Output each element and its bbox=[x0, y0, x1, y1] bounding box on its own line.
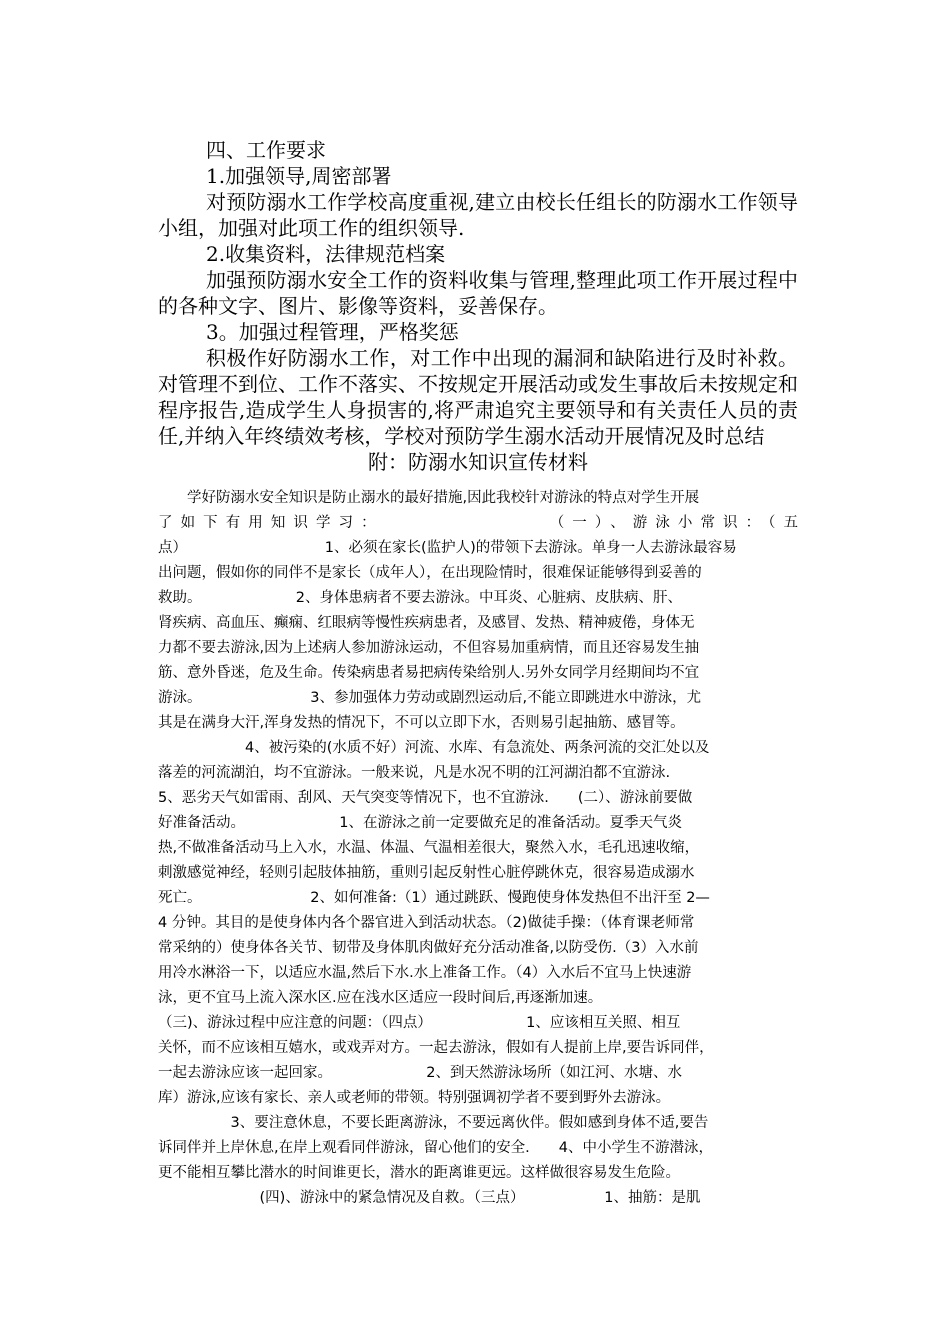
appendix-line: 4 分钟。其目的是使身体内各个器官进入到活动状态。（2)做徒手操：（体育课老师常 bbox=[158, 915, 695, 931]
appendix-line: 救助。 2、身体患病者不要去游泳。中耳炎、心脏病、皮肤病、肝、 bbox=[158, 590, 682, 606]
appendix-line: 刺激感觉神经，轻则引起肢体抽筋，重则引起反射性心脏停跳休克，很容易造成溺水 bbox=[158, 865, 695, 881]
appendix-line: （三)、游泳过程中应注意的问题：（四点） 1、应该相互关照、相互 bbox=[158, 1015, 681, 1031]
item3-title: 3。加强过程管理，严格奖惩 bbox=[206, 320, 459, 344]
appendix-line: 泳，更不宜马上流入深水区.应在浅水区适应一段时间后,再逐渐加速。 bbox=[158, 990, 603, 1006]
appendix-line: 诉同伴并上岸休息,在岸上观看同伴游泳，留心他们的安全. 4、中小学生不游潜泳， bbox=[158, 1140, 713, 1156]
item2-title: 2.收集资料，法律规范档案 bbox=[206, 242, 446, 266]
appendix-line: 4、被污染的(水质不好）河流、水库、有急流处、两条河流的交汇处以及 bbox=[158, 740, 710, 756]
appendix-line: 用冷水淋浴一下，以适应水温,然后下水.水上准备工作。（4）入水后不宜马上快速游 bbox=[158, 965, 692, 981]
appendix-line: 了如下有用知识学习： （一）、游泳小常识：（五 bbox=[158, 515, 798, 531]
appendix-line: 出问题，假如你的同伴不是家长（成年人），在出现险情时，很难保证能够得到妥善的 bbox=[158, 565, 702, 581]
item3-body: 积极作好防溺水工作，对工作中出现的漏洞和缺陷进行及时补救。对管理不到位、工作不落实、不按规定开展活动或发生事故后未按规定和程序报告,造成学生人身损害的,将严肃追究主要领导和有关责任人员的责任,并纳入年终绩效考核，学校对预防学生溺水活动开展情况及时总结 bbox=[158, 346, 798, 448]
appendix-line: 学好防溺水安全知识是防止溺水的最好措施,因此我校针对游泳的特点对学生开展 bbox=[158, 490, 700, 506]
work-requirements-section bbox=[158, 137, 798, 475]
appendix-line: 其是在满身大汗,浑身发热的情况下，不可以立即下水，否则易引起抽筋、感冒等。 bbox=[158, 715, 685, 731]
appendix-line: 一起去游泳应该一起回家。 2、到天然游泳场所（如江河、水塘、水 bbox=[158, 1065, 682, 1081]
item1-title: 1.加强领导,周密部署 bbox=[206, 164, 392, 188]
appendix-line: 好准备活动。 1、在游泳之前一定要做充足的准备活动。夏季天气炎 bbox=[158, 815, 682, 831]
appendix-line: 点） 1、必须在家长(监护人)的带领下去游泳。单身一人去游泳最容易 bbox=[158, 540, 737, 556]
appendix-line: 常采纳的）使身体各关节、韧带及身体肌肉做好充分活动准备,以防受伤.（3）入水前 bbox=[158, 940, 699, 956]
appendix-line: 3、要注意休息，不要长距离游泳，不要远离伙伴。假如感到身体不适,要告 bbox=[158, 1115, 709, 1131]
appendix-line: 筋、意外昏迷，危及生命。传染病患者易把病传染给别人.另外女同学月经期间均不宜 bbox=[158, 665, 700, 681]
section-heading: 四、工作要求 bbox=[206, 138, 326, 162]
appendix-line: 游泳。 3、参加强体力劳动或剧烈运动后,不能立即跳进水中游泳，尤 bbox=[158, 690, 702, 706]
appendix-title: 附：防溺水知识宣传材料 bbox=[368, 450, 588, 474]
appendix-line: 落差的河流湖泊，均不宜游泳。一般来说，凡是水况不明的江河湖泊都不宜游泳. bbox=[158, 765, 671, 781]
appendix-line: 更不能相互攀比潜水的时间谁更长，潜水的距离谁更远。这样做很容易发生危险。 bbox=[158, 1165, 680, 1181]
appendix-line: 关怀，而不应该相互嬉水，或戏弄对方。一起去游泳，假如有人提前上岸,要告诉同伴， bbox=[158, 1040, 714, 1056]
appendix-line: 肾疾病、高血压、癫痫、红眼病等慢性疾病患者，及感冒、发热、精神疲倦，身体无 bbox=[158, 615, 695, 631]
appendix-line: (四)、游泳中的紧急情况及自救。（三点） 1、抽筋：是肌 bbox=[158, 1190, 701, 1206]
item1-body: 对预防溺水工作学校高度重视,建立由校长任组长的防溺水工作领导小组，加强对此项工作的组织领导. bbox=[158, 190, 798, 240]
appendix-line: 死亡。 2、如何准备:（1）通过跳跃、慢跑使身体发热但不出汗至 2— bbox=[158, 890, 710, 906]
appendix-line: 5、恶劣天气如雷雨、刮风、天气突变等情况下，也不宜游泳. (二）、游泳前要做 bbox=[158, 790, 693, 806]
appendix-line: 库）游泳,应该有家长、亲人或老师的带领。特别强调初学者不要到野外去游泳。 bbox=[158, 1090, 671, 1106]
appendix-body bbox=[158, 486, 798, 1211]
appendix-line: 力都不要去游泳,因为上述病人参加游泳运动，不但容易加重病情，而且还容易发生抽 bbox=[158, 640, 700, 656]
item2-body: 加强预防溺水安全工作的资料收集与管理,整理此项工作开展过程中的各种文字、图片、影像等资料，妥善保存。 bbox=[158, 268, 798, 318]
appendix-line: 热,不做准备活动马上入水，水温、体温、气温相差很大，聚然入水，毛孔迅速收缩， bbox=[158, 840, 700, 856]
